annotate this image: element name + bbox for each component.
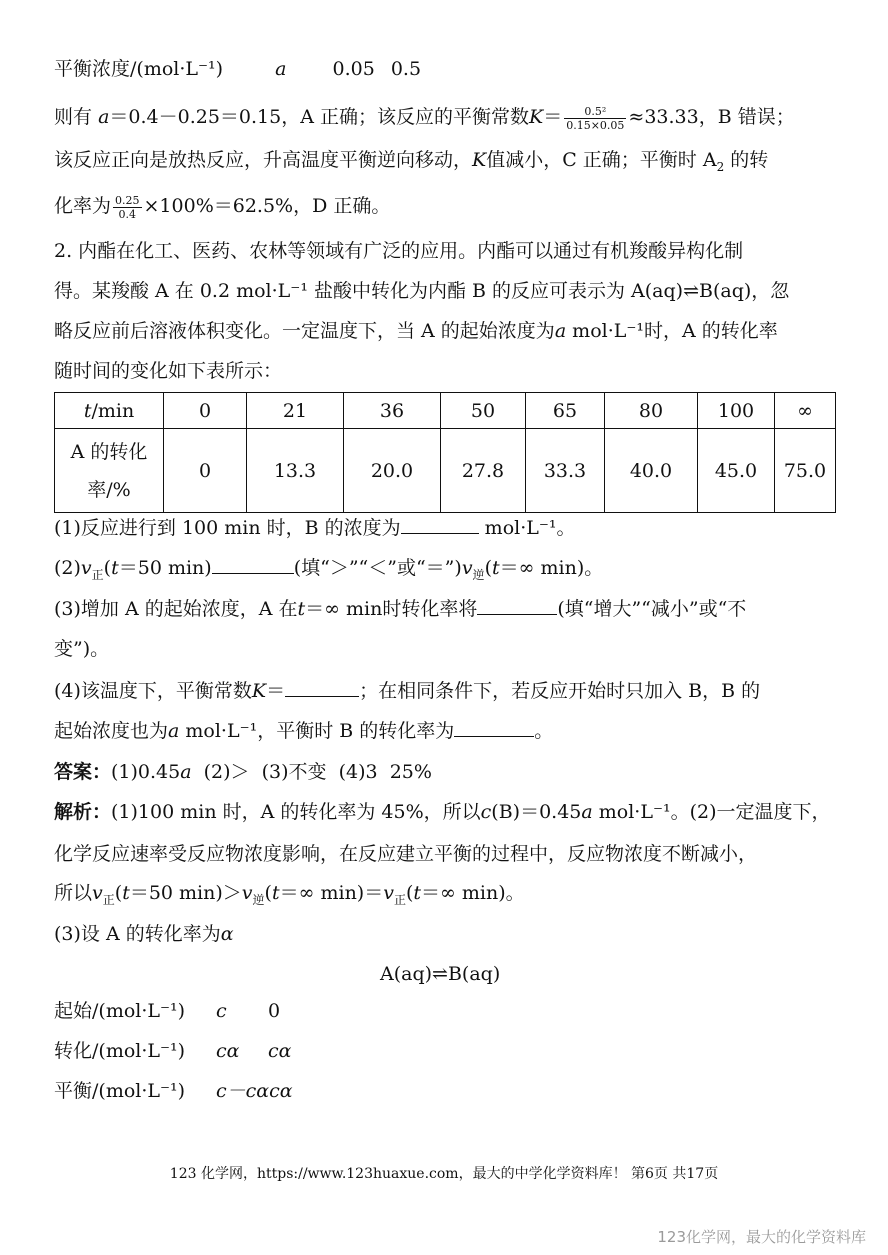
row-label: 平衡浓度/(mol·L⁻¹) xyxy=(54,58,224,80)
value-cell: 20.0 xyxy=(344,429,441,513)
text: 所以 xyxy=(54,882,93,904)
sub-question-1 xyxy=(54,515,576,541)
analysis-line-1 xyxy=(54,799,831,825)
text-line xyxy=(54,193,390,221)
row-label: 平衡/(mol·L⁻¹) xyxy=(54,1080,186,1102)
sub-question-3 xyxy=(54,596,746,622)
row-label-cell xyxy=(55,429,164,513)
var-t: t xyxy=(111,557,119,579)
var-v: v xyxy=(383,882,394,904)
text: 略反应前后溶液体积变化。一定温度下，当 A 的起始浓度为 xyxy=(54,320,555,342)
value-cell: 33.3 xyxy=(526,429,605,513)
denominator: 0.4 xyxy=(118,207,137,221)
denominator: 0.15×0.05 xyxy=(566,118,625,132)
text: ＝ xyxy=(266,680,286,702)
var-a: a xyxy=(275,58,287,80)
subscript: 正 xyxy=(102,892,115,907)
answer-blank[interactable] xyxy=(401,515,479,534)
text: ≈33.33，B 错误； xyxy=(628,106,795,128)
text: ＝∞ min时转化率将 xyxy=(305,598,478,620)
question-2-line-4: 随时间的变化如下表所示： xyxy=(54,360,283,382)
var-t: t xyxy=(413,882,422,904)
time-cell: 0 xyxy=(164,393,247,429)
text: (2)＞ (3)不变 (4)3 25% xyxy=(191,761,432,783)
text: (1)反应进行到 100 min 时，B 的浓度为 xyxy=(54,517,401,539)
var-t: t xyxy=(271,882,280,904)
answer-blank[interactable] xyxy=(285,678,359,697)
row-label-line: 率/% xyxy=(87,478,131,501)
value-cell: 13.3 xyxy=(247,429,344,513)
var-v: v xyxy=(80,557,92,579)
table-value-row xyxy=(55,429,836,513)
text: (填“增大”“减小”或“不 xyxy=(557,598,747,620)
text: ＝50 min)＞ xyxy=(129,882,242,904)
var-t: t xyxy=(297,598,306,620)
answer-blank[interactable] xyxy=(212,555,294,574)
sub-question-4 xyxy=(54,678,760,704)
answer-line xyxy=(54,759,432,785)
equilibrium-concentration-row xyxy=(54,56,421,82)
var-t: t xyxy=(83,399,92,422)
text: ×100%＝62.5%，D 正确。 xyxy=(143,195,391,217)
text: (3)增加 A 的起始浓度，A 在 xyxy=(54,598,298,620)
text: 化率为 xyxy=(54,195,112,217)
text: 则有 xyxy=(54,106,93,128)
text: 。 xyxy=(534,720,554,742)
row-label: 起始/(mol·L⁻¹) xyxy=(54,1000,186,1022)
text: ＝∞ min)。 xyxy=(499,557,604,579)
value: cα xyxy=(216,1040,240,1062)
text: ＝∞ min)。 xyxy=(421,882,525,904)
page-footer: 123 化学网，https://www.123huaxue.com，最大的中学化学资料库！ 第6页 共17页 xyxy=(169,1166,719,1182)
subscript: 2 xyxy=(716,159,725,174)
var-k: K xyxy=(528,106,544,128)
analysis-line-4 xyxy=(54,921,234,947)
value-cell: 40.0 xyxy=(605,429,698,513)
analysis-label: 解析： xyxy=(54,801,112,823)
time-cell: 50 xyxy=(441,393,526,429)
table-header-row xyxy=(55,393,836,429)
question-2-line-1: 2. 内酯在化工、医药、农林等领域有广泛的应用。内酯可以通过有机羧酸异构化制 xyxy=(54,240,744,262)
row-label: 转化/(mol·L⁻¹) xyxy=(54,1040,186,1062)
sub-question-2 xyxy=(54,555,603,588)
analysis-line-3 xyxy=(54,880,525,913)
text: ＝50 min) xyxy=(118,557,212,579)
sub-question-3-cont: 变”)。 xyxy=(54,638,110,660)
text: (填“＞”“＜”或“＝”) xyxy=(293,557,462,579)
time-cell: 80 xyxy=(605,393,698,429)
var-a: a xyxy=(168,720,180,742)
sub-question-4-cont xyxy=(54,718,553,744)
var-a: a xyxy=(180,761,192,783)
value-cell: 27.8 xyxy=(441,429,526,513)
var-a: a xyxy=(581,801,593,823)
text: ＝ xyxy=(543,106,563,128)
text: (1)0.45 xyxy=(111,761,181,783)
value-cell: 0 xyxy=(164,429,247,513)
time-cell: ∞ xyxy=(775,393,836,429)
var-v: v xyxy=(461,557,473,579)
time-cell: 100 xyxy=(698,393,775,429)
value: cα xyxy=(269,1080,293,1102)
question-2-line-3 xyxy=(54,318,778,344)
watermark: 123化学网，最大的化学资料库 xyxy=(657,1228,866,1246)
text: ( xyxy=(114,882,123,904)
text: mol·L⁻¹。 xyxy=(478,517,576,539)
value: c xyxy=(216,1000,227,1022)
var-a: a xyxy=(98,106,110,128)
value: cα xyxy=(268,1040,292,1062)
start-row xyxy=(54,998,280,1024)
text: 该反应正向是放热反应，升高温度平衡逆向移动， xyxy=(54,149,473,171)
var-t: t xyxy=(122,882,130,904)
subscript: 逆 xyxy=(472,567,485,582)
value: c－cα xyxy=(216,1080,270,1102)
answer-label: 答案： xyxy=(54,761,112,783)
text: (B)＝0.45 xyxy=(491,801,582,823)
text: mol·L⁻¹时，A 的转化率 xyxy=(566,320,778,342)
answer-blank[interactable] xyxy=(454,718,534,737)
numerator: 0.25 xyxy=(115,193,140,207)
subscript: 正 xyxy=(91,567,104,582)
reaction-equation: A(aq)⇌B(aq) xyxy=(380,963,501,985)
text: ＝0.4－0.25＝0.15，A 正确；该反应的平衡常数 xyxy=(109,106,529,128)
value: 0 xyxy=(268,1000,281,1022)
text: (3)设 A 的转化率为 xyxy=(54,923,221,945)
header-cell xyxy=(55,393,164,429)
var-k: K xyxy=(472,149,487,171)
time-cell: 36 xyxy=(344,393,441,429)
text: 值减小，C 正确；平衡时 A xyxy=(486,149,717,171)
conversion-table xyxy=(54,392,836,513)
answer-blank[interactable] xyxy=(477,596,557,615)
text: 起始浓度也为 xyxy=(54,720,169,742)
row-label-line: A 的转化 xyxy=(70,440,148,463)
question-2-line-2: 得。某羧酸 A 在 0.2 mol·L⁻¹ 盐酸中转化为内酯 B 的反应可表示为 A(aq)⇌B(aq)，忽 xyxy=(54,280,790,302)
value-2: 0.5 xyxy=(390,58,422,80)
subscript: 逆 xyxy=(252,892,265,907)
text: ( xyxy=(405,882,414,904)
value-cell: 45.0 xyxy=(698,429,775,513)
conversion-row xyxy=(54,1038,291,1064)
var-c: c xyxy=(480,801,492,823)
text: 的转 xyxy=(724,149,769,171)
text: mol·L⁻¹。(2)一定温度下， xyxy=(592,801,831,823)
analysis-line-2: 化学反应速率受反应物浓度影响，在反应建立平衡的过程中，反应物浓度不断减小， xyxy=(54,843,758,865)
time-cell: 21 xyxy=(247,393,344,429)
text: (2) xyxy=(54,557,81,579)
text: ( xyxy=(103,557,112,579)
text: (1)100 min 时，A 的转化率为 45%，所以 xyxy=(111,801,481,823)
unit: /min xyxy=(91,399,135,422)
text: ( xyxy=(484,557,492,579)
time-cell: 65 xyxy=(526,393,605,429)
var-k: K xyxy=(251,680,267,702)
fraction xyxy=(564,105,626,132)
var-alpha: α xyxy=(220,923,234,945)
numerator: 0.5² xyxy=(564,105,626,119)
text: ( xyxy=(264,882,272,904)
text: ；在相同条件下，若反应开始时只加入 B，B 的 xyxy=(359,680,761,702)
text-line xyxy=(54,104,795,132)
text: (4)该温度下，平衡常数 xyxy=(54,680,252,702)
equilibrium-row xyxy=(54,1078,293,1104)
text: ＝∞ min)＝ xyxy=(279,882,384,904)
text-line xyxy=(54,147,768,180)
fraction xyxy=(113,194,142,221)
var-v: v xyxy=(241,882,253,904)
value-cell: 75.0 xyxy=(775,429,836,513)
text: mol·L⁻¹，平衡时 B 的转化率为 xyxy=(179,720,455,742)
subscript: 正 xyxy=(393,892,406,907)
value-1: 0.05 xyxy=(332,58,375,80)
var-t: t xyxy=(491,557,500,579)
var-a: a xyxy=(554,320,567,342)
var-v: v xyxy=(92,882,103,904)
